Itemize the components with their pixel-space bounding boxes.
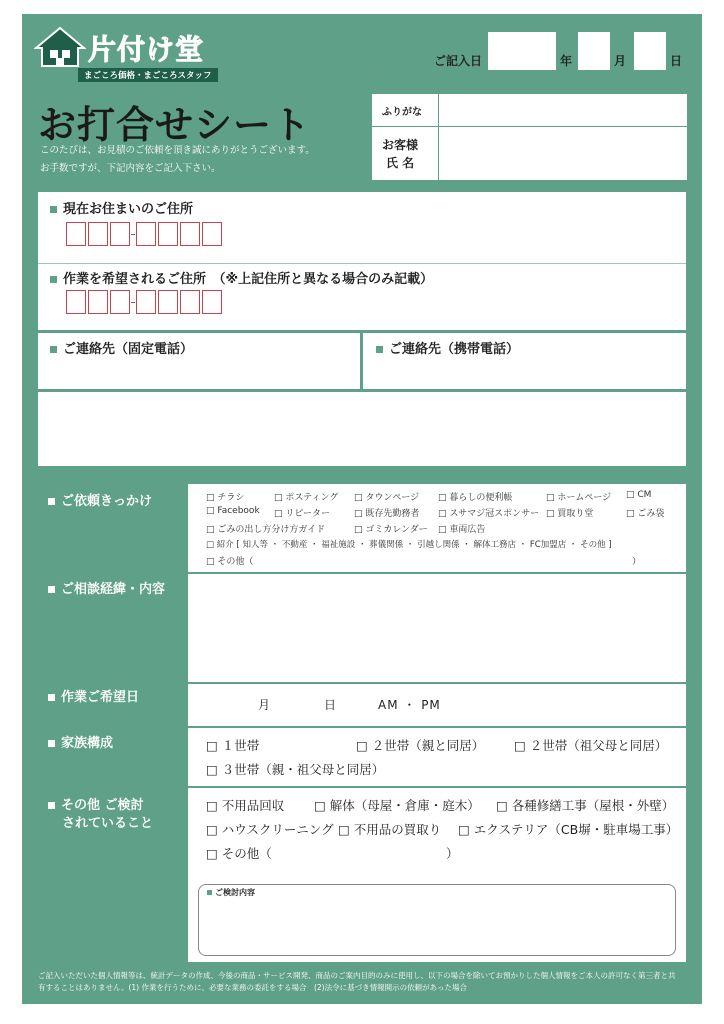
- other-option[interactable]: □ エクステリア（CB塀・駐車場工事）: [458, 822, 679, 837]
- trigger-option[interactable]: □ スサマジ冠スポンサー: [438, 509, 540, 519]
- trigger-option[interactable]: □ 暮らしの便利帳: [438, 493, 513, 503]
- trigger-option[interactable]: □ ポスティング: [274, 493, 339, 503]
- trigger-option[interactable]: □ ホームページ: [546, 493, 612, 503]
- other-option[interactable]: □ ハウスクリーニング: [206, 822, 334, 837]
- work-date-field[interactable]: [188, 684, 686, 726]
- month-label: 月: [614, 54, 627, 68]
- work-date-day: 日: [324, 698, 337, 712]
- logo-title: 片付け堂: [88, 33, 205, 66]
- trigger-option[interactable]: □ リピーター: [274, 509, 331, 519]
- trigger-option[interactable]: □ 車両広告: [438, 525, 486, 535]
- trigger-option[interactable]: □ タウンページ: [354, 493, 420, 503]
- landline-title: ご連絡先（固定電話）: [50, 338, 193, 357]
- trigger-option[interactable]: □ ごみ袋: [626, 509, 665, 519]
- family-option[interactable]: □ １世帯: [206, 738, 260, 753]
- trigger-options: [188, 484, 686, 572]
- mobile-title: ご連絡先（携帯電話）: [376, 338, 519, 357]
- intro-line-2: お手数ですが、下記内容をご記入下さい。: [40, 163, 221, 174]
- trigger-other-close: ）: [632, 557, 642, 567]
- furigana-label: ふりがな: [382, 107, 422, 118]
- detail-box[interactable]: [198, 884, 676, 956]
- other-option-close: ）: [446, 846, 459, 861]
- name-field[interactable]: [440, 128, 686, 179]
- family-option[interactable]: □ ３世帯（親・祖父母と同居）: [206, 762, 385, 777]
- year-field[interactable]: [488, 32, 556, 70]
- detail-label: ご検討内容: [207, 887, 255, 898]
- date-label: ご記入日: [434, 54, 483, 68]
- other-option[interactable]: □ 不用品回収: [206, 798, 285, 813]
- form-sheet: [22, 14, 702, 1004]
- consult-title: ご相談経緯・内容: [48, 578, 165, 597]
- trigger-option[interactable]: □ ゴミカレンダー: [354, 525, 428, 535]
- work-address-title: 作業を希望されるご住所 （※上記住所と異なる場合のみ記載）: [50, 268, 433, 287]
- trigger-referral[interactable]: □ 紹介 [ 知人等 ・ 不動産 ・ 福祉施設 ・ 葬儀関係 ・ 引越し関係 ・ 解体工務店 ・ FC加盟店 ・ その他 ]: [206, 540, 612, 550]
- address-block: [38, 192, 686, 466]
- work-date-ampm[interactable]: AM ・ PM: [378, 698, 441, 712]
- other-option[interactable]: □ 不用品の買取り: [338, 822, 442, 837]
- day-label: 日: [670, 54, 683, 68]
- furigana-field[interactable]: [440, 95, 686, 125]
- trigger-option[interactable]: □ チラシ: [206, 493, 245, 503]
- logo: [34, 26, 234, 86]
- name-box: [372, 94, 687, 180]
- family-option[interactable]: □ ２世帯（祖父母と同居）: [514, 738, 668, 753]
- trigger-title: ご依頼きっかけ: [48, 490, 152, 509]
- current-address-title: 現在お住まいのご住所: [50, 198, 193, 217]
- trigger-option[interactable]: □ 買取り堂: [546, 509, 594, 519]
- family-options: [188, 728, 686, 786]
- consult-field[interactable]: [188, 574, 686, 682]
- month-field[interactable]: [578, 32, 610, 70]
- other-option-other[interactable]: □ その他（: [206, 846, 272, 861]
- house-icon: [34, 26, 86, 68]
- privacy-line-1: ご記入いただいた個人情報等は、統計データの作成、今後の商品・サービス開発、商品のご案内目的のみに使用し、以下の場合を除いてお預かりした個人情報をご本人の許可なく第三者と共: [38, 971, 676, 980]
- work-postal-code[interactable]: [66, 290, 224, 314]
- year-label: 年: [560, 54, 573, 68]
- trigger-option[interactable]: □ Facebook: [206, 506, 260, 516]
- trigger-option[interactable]: □ 既存先勤務者: [354, 509, 420, 519]
- other-option[interactable]: □ 解体（母屋・倉庫・庭木）: [314, 798, 480, 813]
- trigger-option[interactable]: □ CM: [626, 490, 652, 500]
- other-options: [188, 788, 686, 962]
- day-field[interactable]: [634, 32, 666, 70]
- intro-line-1: このたびは、お見積のご依頼を頂き誠にありがとうございます。: [40, 145, 315, 156]
- name-label-2: 氏 名: [386, 156, 415, 170]
- work-date-month: 月: [258, 698, 271, 712]
- other-title-2: されていること: [62, 816, 154, 831]
- trigger-option[interactable]: □ ごみの出し方分け方ガイド: [206, 525, 326, 535]
- trigger-other[interactable]: □ その他（: [206, 557, 254, 567]
- family-title: 家族構成: [48, 732, 113, 751]
- logo-subtitle: まごころ価格・まごころスタッフ: [78, 68, 218, 82]
- name-label-1: お客様: [382, 138, 419, 152]
- page-title: お打合せシート: [38, 103, 312, 147]
- other-title-1: その他 ご検討: [48, 794, 144, 813]
- privacy-line-2: 有することはありません。(1) 作業を行うために、必要な業務の委託をする場合 (2)法令に基づき情報開示の依頼があった場合: [38, 983, 468, 992]
- current-postal-code[interactable]: [66, 222, 224, 246]
- family-option[interactable]: □ ２世帯（親と同居）: [356, 738, 485, 753]
- other-option[interactable]: □ 各種修繕工事（屋根・外壁）: [496, 798, 675, 813]
- work-date-title: 作業ご希望日: [48, 686, 139, 705]
